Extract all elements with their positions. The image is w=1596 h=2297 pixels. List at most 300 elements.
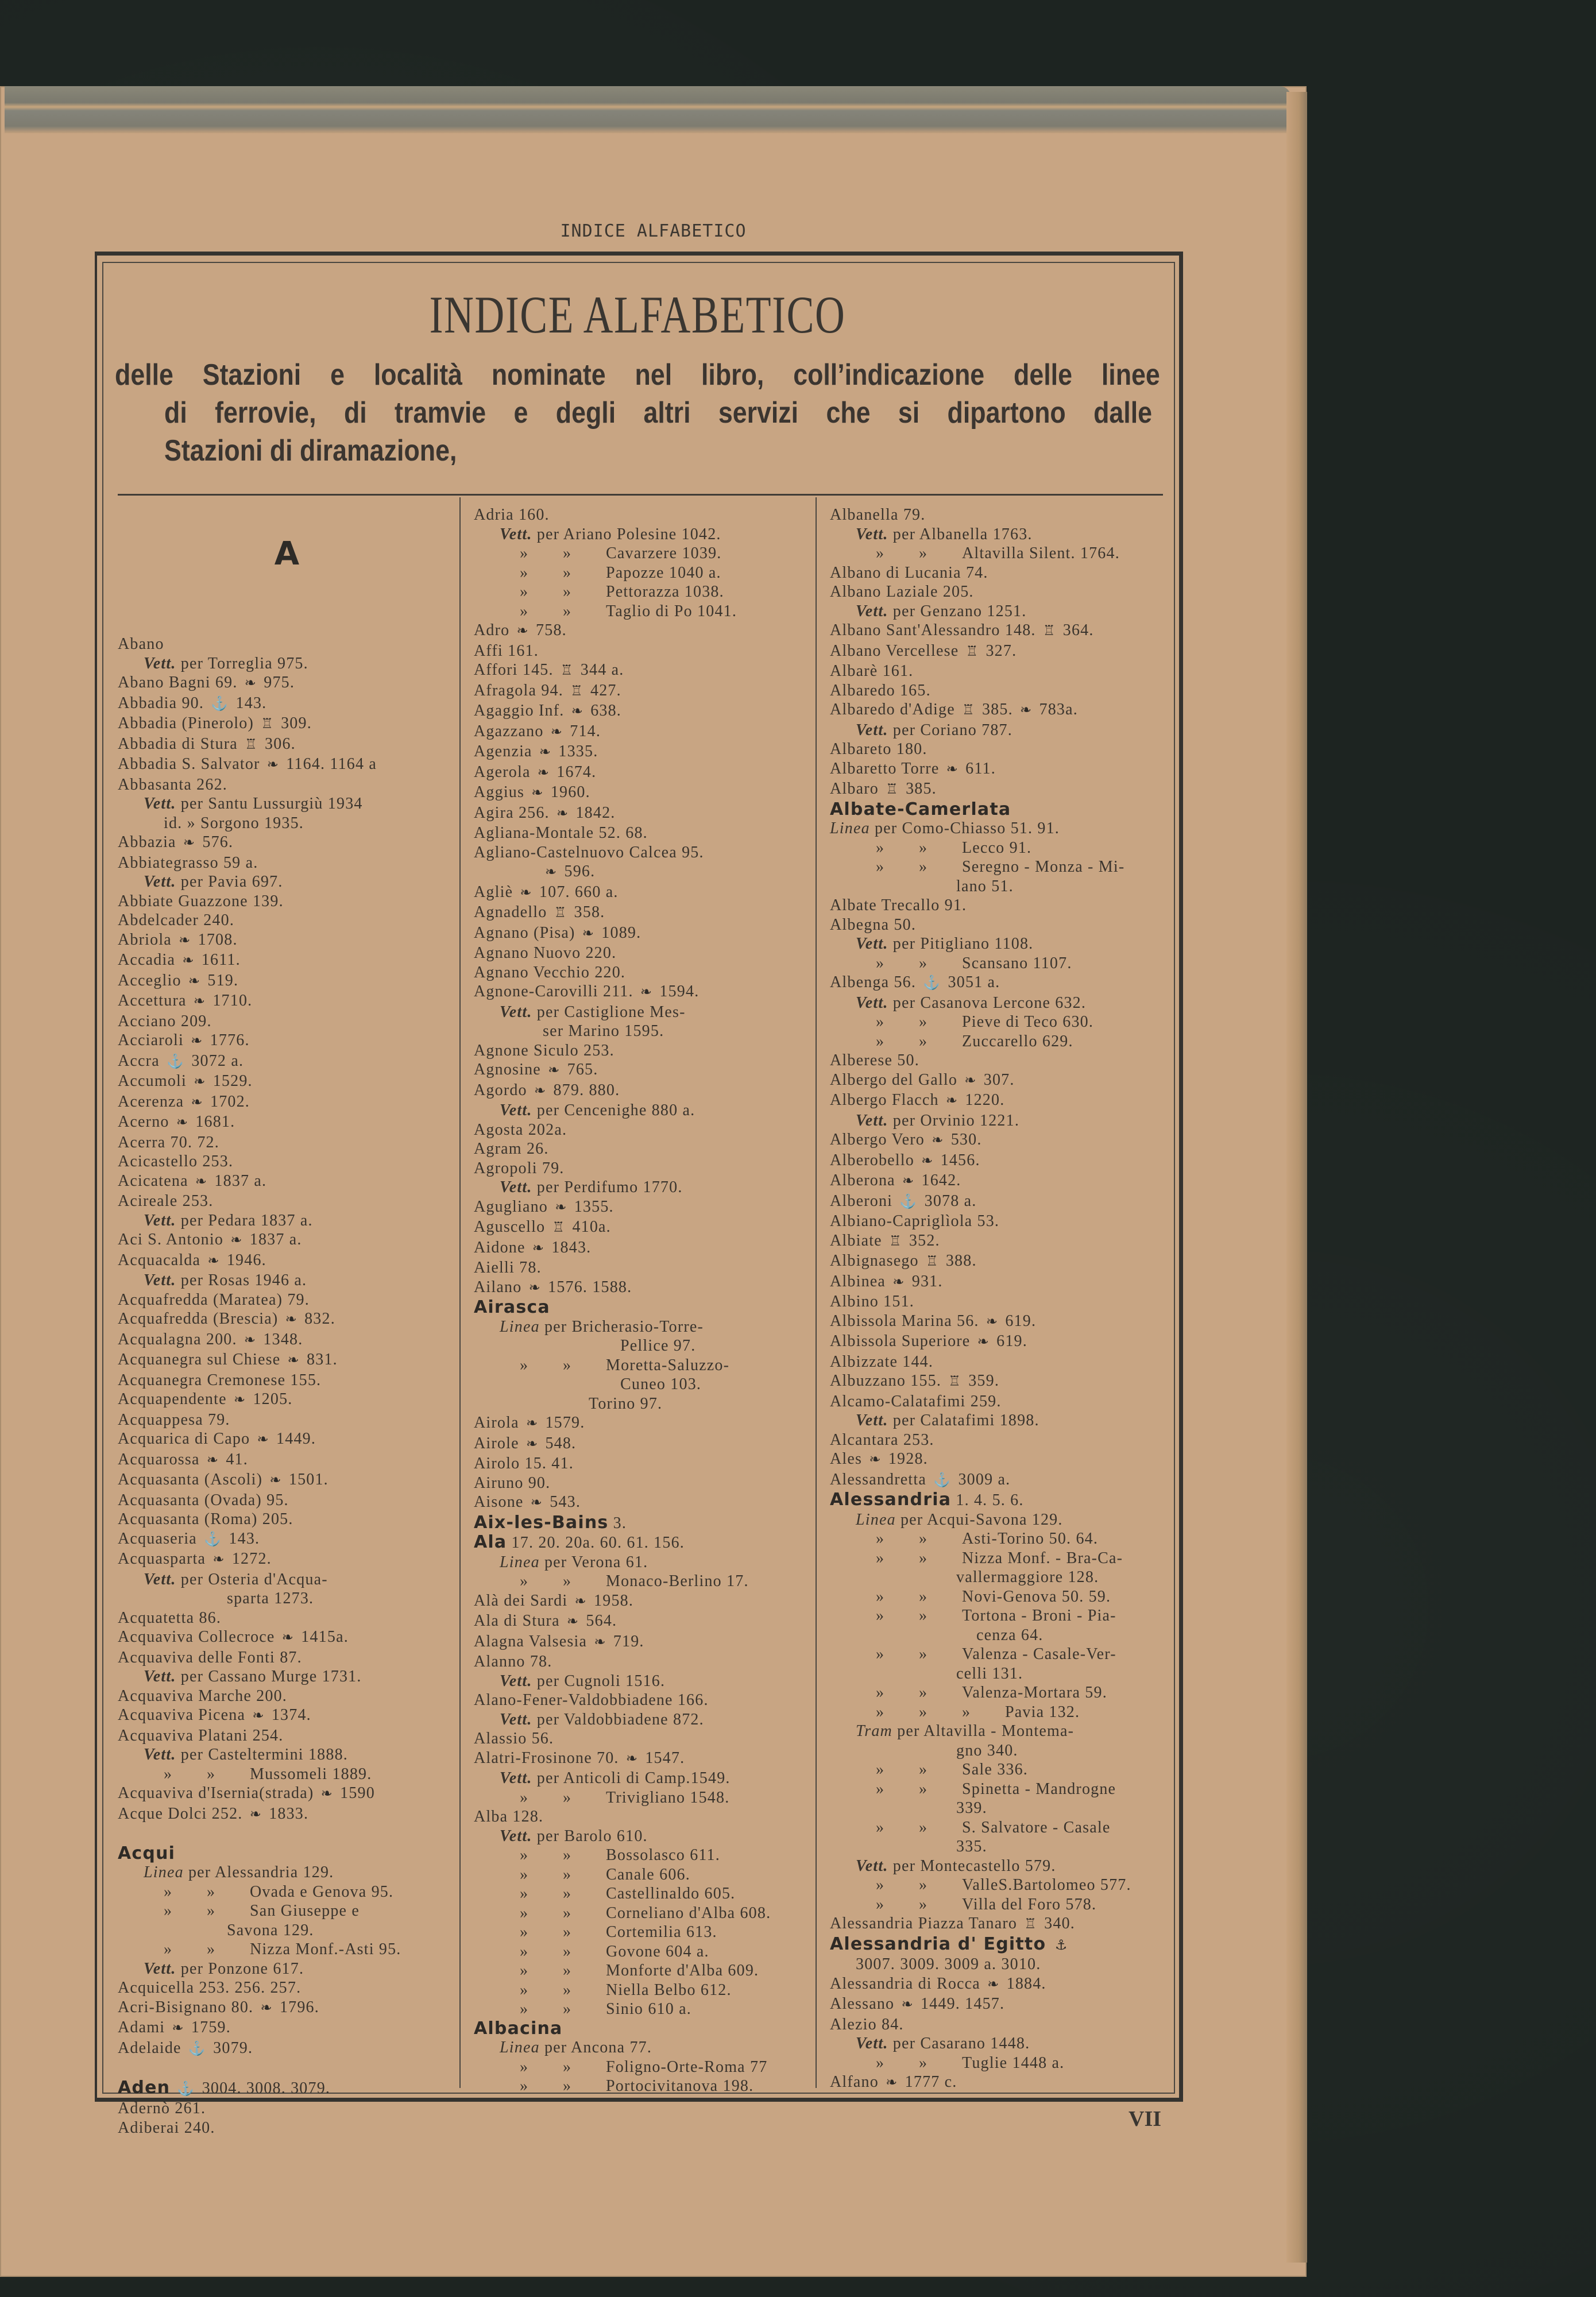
index-entry: Alassio 56. xyxy=(474,1730,554,1747)
index-entry: Acquapendente ❧ 1205. xyxy=(118,1390,457,1410)
steamer-icon: ⚓ xyxy=(167,1054,185,1069)
index-entry: Acicastello 253. xyxy=(118,1153,234,1170)
coach-horn-icon: ❧ xyxy=(191,1034,203,1049)
ditto-mark: » xyxy=(876,544,885,562)
index-entry: Accumoli ❧ 1529. xyxy=(118,1072,457,1092)
vett-label: Vett. xyxy=(856,1412,888,1429)
tram-bell-icon: ♖ xyxy=(552,1220,566,1235)
coach-horn-icon: ❧ xyxy=(531,786,544,801)
index-entry: Agerola ❧ 1674. xyxy=(474,763,813,783)
index-entry: Aden ⚓ 3004. 3008. 3079. xyxy=(118,2078,457,2099)
coach-horn-icon: ❧ xyxy=(244,676,257,691)
coach-horn-icon: ❧ xyxy=(1019,703,1033,718)
tram-bell-icon: ♖ xyxy=(886,782,899,797)
index-entry: Airola ❧ 1579. xyxy=(474,1413,813,1434)
ditto-mark: » xyxy=(919,1587,928,1606)
index-entry: Aidone ❧ 1843. xyxy=(474,1238,813,1259)
ditto-mark: » xyxy=(919,1703,928,1721)
index-entry: Aielli 78. xyxy=(474,1259,542,1277)
ditto-mark: » xyxy=(520,544,529,562)
index-entry: Abdelcader 240. xyxy=(118,911,235,929)
ditto-mark: » xyxy=(520,1572,529,1590)
index-entry: Agliè ❧ 107. 660 a. xyxy=(474,883,813,903)
vett-label: Vett. xyxy=(500,1710,532,1728)
index-entry: Adami ❧ 1759. xyxy=(118,2018,457,2039)
index-entry: Linea per Ancona 77. xyxy=(500,2039,652,2056)
coach-horn-icon: ❧ xyxy=(901,1997,914,2012)
index-entry: Acri-Bisignano 80. ❧ 1796. xyxy=(118,1998,457,2018)
index-entry: Aci S. Antonio ❧ 1837 a. xyxy=(118,1230,457,1251)
coach-horn-icon: ❧ xyxy=(946,761,959,777)
coach-horn-icon: ❧ xyxy=(566,1614,579,1629)
ditto-mark: » xyxy=(563,1942,572,1960)
index-entry: Abriola ❧ 1708. xyxy=(118,930,457,951)
station-heading: Albate-Camerlata xyxy=(830,799,1011,819)
coach-horn-icon: ❧ xyxy=(550,724,563,740)
index-entry: Albiate ♖ 352. xyxy=(830,1231,1174,1252)
coach-horn-icon: ❧ xyxy=(182,953,195,968)
coach-horn-icon: ❧ xyxy=(249,1807,262,1822)
index-entry xyxy=(118,1824,457,1844)
linea-label: Linea xyxy=(830,819,870,837)
coach-horn-icon: ❧ xyxy=(548,1063,561,1078)
coach-horn-icon: ❧ xyxy=(964,1073,977,1088)
index-entry: ❧ 596. xyxy=(474,862,813,883)
coach-horn-icon: ❧ xyxy=(281,1630,295,1645)
ditto-mark: » xyxy=(919,1780,928,1798)
index-entry: » » Niella Belbo 612. xyxy=(520,1981,732,1999)
vett-label: Vett. xyxy=(144,1211,176,1229)
station-heading: Aix-les-Bains xyxy=(474,1512,609,1533)
index-entry: Abbadia (Pinerolo) ♖ 309. xyxy=(118,714,457,734)
ditto-mark: » xyxy=(563,1865,572,1884)
index-entry: Alano-Fener-Valdobbiadene 166. xyxy=(474,1691,709,1709)
index-entry: » » Taglio di Po 1041. xyxy=(520,602,737,620)
ditto-mark: » xyxy=(164,1882,173,1901)
station-heading: Aden xyxy=(118,2077,171,2098)
index-entry: Alcamo-Calatafimi 259. xyxy=(830,1392,1002,1410)
index-entry: Abano Bagni 69. ❧ 975. xyxy=(118,673,457,694)
ditto-mark: » xyxy=(876,2054,885,2072)
index-entry: » » Pieve di Teco 630. xyxy=(876,1013,1094,1031)
index-entry: Ales ❧ 1928. xyxy=(830,1449,1174,1470)
index-entry: Acciaroli ❧ 1776. xyxy=(118,1031,457,1051)
linea-label: Linea xyxy=(500,1317,540,1336)
vett-label: Vett. xyxy=(144,795,176,813)
tram-bell-icon: ♖ xyxy=(560,663,574,678)
coach-horn-icon: ❧ xyxy=(986,1314,999,1329)
coach-horn-icon: ❧ xyxy=(188,973,201,989)
index-entry: Alfano ❧ 1777 c. xyxy=(830,2072,1174,2093)
ditto-mark: » xyxy=(919,1761,928,1778)
ditto-mark: » xyxy=(207,1765,216,1783)
ditto-mark: » xyxy=(563,1981,572,1999)
vett-label: Vett. xyxy=(144,873,176,891)
ditto-mark: » xyxy=(207,1882,216,1901)
coach-horn-icon: ❧ xyxy=(320,1786,333,1801)
index-entry: » » Tuglie 1448 a. xyxy=(876,2054,1065,2072)
index-entry: Acquafredda (Maratea) 79. xyxy=(118,1290,310,1309)
index-entry: Albuzzano 155. ♖ 359. xyxy=(830,1371,1174,1392)
page-title: INDICE ALFABETICO xyxy=(429,285,846,344)
index-entry: Airolo 15. 41. xyxy=(474,1455,574,1472)
index-entry: Acerenza ❧ 1702. xyxy=(118,1092,457,1113)
ditto-mark: » xyxy=(520,583,529,601)
index-entry: Adro ❧ 758. xyxy=(474,621,813,641)
vett-label: Vett. xyxy=(144,654,176,672)
ditto-mark: » xyxy=(919,1645,928,1663)
index-entry: » » Foligno-Orte-Roma 77 xyxy=(520,2058,768,2076)
coach-horn-icon: ❧ xyxy=(574,1594,587,1609)
station-heading: Airasca xyxy=(474,1297,550,1317)
index-entry: Acquanegra Cremonese 155. xyxy=(118,1371,322,1389)
index-entry: Torino 97. xyxy=(589,1394,663,1413)
index-entry: ser Marino 1595. xyxy=(543,1022,664,1040)
vett-label: Vett. xyxy=(144,1668,176,1685)
index-entry: Acquasanta (Ascoli) ❧ 1501. xyxy=(118,1470,457,1491)
index-entry: » » Nizza Monf. - Bra-Ca- xyxy=(876,1549,1123,1567)
index-entry: Linea per Bricherasio-Torre- xyxy=(500,1317,704,1336)
tram-bell-icon: ♖ xyxy=(948,1374,962,1389)
index-entry: Accadia ❧ 1611. xyxy=(118,950,457,971)
index-entry: Vett. per Genzano 1251. xyxy=(856,602,1027,620)
index-entry: Alessano ❧ 1449. 1457. xyxy=(830,1994,1174,2015)
index-entry: » » Zuccarello 629. xyxy=(876,1032,1073,1050)
index-entry: Albano di Lucania 74. xyxy=(830,563,988,582)
index-entry: Adria 160. xyxy=(474,506,550,524)
coach-horn-icon: ❧ xyxy=(571,704,583,719)
ditto-mark: » xyxy=(520,1923,529,1941)
index-entry: » » Trivigliano 1548. xyxy=(520,1788,730,1807)
page-subtitle xyxy=(115,356,1160,470)
ditto-mark: » xyxy=(876,1607,885,1625)
ditto-mark: » xyxy=(563,1572,572,1590)
ditto-mark: » xyxy=(876,954,885,972)
index-entry: Abbadia di Stura ♖ 306. xyxy=(118,734,457,755)
vett-label: Vett. xyxy=(856,525,888,543)
index-entry: Albate Trecallo 91. xyxy=(830,896,967,914)
ditto-mark: » xyxy=(876,838,885,857)
ditto-mark: » xyxy=(876,1530,885,1548)
index-entry: Aisone ❧ 543. xyxy=(474,1492,813,1513)
index-entry: Affi 161. xyxy=(474,641,539,660)
index-entry: Albanella 79. xyxy=(830,506,926,524)
ditto-mark: » xyxy=(520,1981,529,1999)
coach-horn-icon: ❧ xyxy=(625,1751,639,1766)
ditto-mark: » xyxy=(919,1032,928,1050)
index-entry: Acque Dolci 252. ❧ 1833. xyxy=(118,1804,457,1825)
index-entry: » » Sinio 610 a. xyxy=(520,2000,691,2018)
ditto-mark: » xyxy=(876,1761,885,1778)
steamer-icon: ⚓ xyxy=(177,2081,195,2097)
index-entry: Albino 151. xyxy=(830,1293,914,1310)
index-entry: » » Mussomeli 1889. xyxy=(164,1765,372,1783)
tram-bell-icon: ♖ xyxy=(962,703,975,718)
index-entry: Vett. per Pedara 1837 a. xyxy=(144,1211,313,1229)
index-entry: Vett. per Anticoli di Camp.1549. xyxy=(500,1769,731,1787)
tram-bell-icon: ♖ xyxy=(570,683,583,699)
index-entry: » » Tortona - Broni - Pia- xyxy=(876,1607,1116,1625)
ditto-mark: » xyxy=(520,602,529,620)
index-entry: Acquasparta ❧ 1272. xyxy=(118,1549,457,1570)
index-entry: Agosta 202a. xyxy=(474,1120,567,1139)
index-entry: Acquaseria ⚓ 143. xyxy=(118,1529,457,1550)
coach-horn-icon: ❧ xyxy=(179,933,191,948)
index-entry: id. » Sorgono 1935. xyxy=(164,814,304,832)
coach-horn-icon: ❧ xyxy=(525,1416,539,1431)
ditto-mark: » xyxy=(563,1356,572,1374)
coach-horn-icon: ❧ xyxy=(520,885,532,900)
index-entry: » » Bossolasco 611. xyxy=(520,1846,720,1864)
coach-horn-icon: ❧ xyxy=(945,1093,959,1108)
index-entry: » » Novi-Genova 50. 59. xyxy=(876,1587,1111,1606)
ditto-mark: » xyxy=(919,858,928,876)
vett-label: Vett. xyxy=(500,525,532,543)
index-entry: » » Valenza-Mortara 59. xyxy=(876,1684,1107,1702)
ditto-mark: » xyxy=(919,1607,928,1625)
ditto-mark: » xyxy=(563,602,572,620)
subtitle-line-3: Stazioni di diramazione, xyxy=(164,434,457,467)
index-entry: Albaredo 165. xyxy=(830,681,931,699)
coach-horn-icon: ❧ xyxy=(525,1436,539,1452)
coach-horn-icon: ❧ xyxy=(534,1083,547,1099)
page-fore-edge xyxy=(1286,92,1307,2263)
tram-bell-icon: ♖ xyxy=(925,1254,939,1269)
index-entry: » » Monaco-Berlino 17. xyxy=(520,1572,749,1590)
index-entry: Alberona ❧ 1642. xyxy=(830,1171,1174,1192)
index-entry: Acquasanta (Ovada) 95. xyxy=(118,1491,289,1509)
index-entry: lano 51. xyxy=(956,877,1014,895)
page-number: VII xyxy=(1129,2107,1162,2131)
index-entry: Alezio 84. xyxy=(830,2015,904,2033)
ditto-mark: » xyxy=(563,1923,572,1941)
coach-horn-icon: ❧ xyxy=(212,1552,225,1567)
ditto-mark: » xyxy=(919,1818,928,1836)
steamer-icon: ⚓ xyxy=(204,1532,222,1547)
vett-label: Vett. xyxy=(500,1672,532,1690)
index-entry: Vett. per Ariano Polesine 1042. xyxy=(500,525,721,543)
index-entry: Ala di Stura ❧ 564. xyxy=(474,1611,813,1632)
index-entry: Agliano-Castelnuovo Calcea 95. xyxy=(474,843,704,861)
index-entry: Abbazia ❧ 576. xyxy=(118,833,457,853)
index-entry: Airuno 90. xyxy=(474,1474,551,1492)
index-entry: Albergo Flacch ❧ 1220. xyxy=(830,1091,1174,1111)
index-entry: Agnano (Pisa) ❧ 1089. xyxy=(474,923,813,944)
coach-horn-icon: ❧ xyxy=(539,745,552,760)
tram-bell-icon: ♖ xyxy=(245,737,258,752)
ditto-mark: » xyxy=(919,1530,928,1548)
index-entry: » » ValleS.Bartolomeo 577. xyxy=(876,1876,1131,1894)
index-entry: Vett. per Rosas 1946 a. xyxy=(144,1271,307,1289)
coach-horn-icon: ❧ xyxy=(207,1253,220,1269)
index-entry: Agaggio Inf. ❧ 638. xyxy=(474,701,813,722)
index-entry: Airole ❧ 548. xyxy=(474,1434,813,1455)
index-entry: Savona 129. xyxy=(227,1921,314,1939)
coach-horn-icon: ❧ xyxy=(545,865,558,880)
index-entry: » » Moretta-Saluzzo- xyxy=(520,1356,730,1374)
index-entry: Accra ⚓ 3072 a. xyxy=(118,1051,457,1072)
index-entry: Agazzano ❧ 714. xyxy=(474,722,813,743)
ditto-mark: » xyxy=(520,1962,529,1979)
index-entry: Agenzia ❧ 1335. xyxy=(474,742,813,763)
index-entry: Agram 26. xyxy=(474,1140,549,1158)
coach-horn-icon: ❧ xyxy=(206,1452,219,1468)
coach-horn-icon: ❧ xyxy=(555,1200,567,1215)
ditto-mark: » xyxy=(919,2054,928,2072)
index-entry: Albenga 56. ⚓ 3051 a. xyxy=(830,973,1174,993)
index-entry: Agnone Siculo 253. xyxy=(474,1041,615,1059)
index-column-3 xyxy=(830,505,1174,2093)
coach-horn-icon: ❧ xyxy=(932,1133,944,1148)
ditto-mark: » xyxy=(876,1013,885,1031)
index-entry: Acquacalda ❧ 1946. xyxy=(118,1251,457,1271)
index-entry: Linea per Verona 61. xyxy=(500,1553,648,1571)
index-entry: Alessandria di Rocca ❧ 1884. xyxy=(830,1974,1174,1995)
ditto-mark: » xyxy=(520,563,529,582)
index-entry: Acerra 70. 72. xyxy=(118,1133,219,1151)
index-entry: gno 340. xyxy=(956,1741,1018,1760)
vett-label: Vett. xyxy=(856,602,888,620)
index-entry: Albissola Superiore ❧ 619. xyxy=(830,1332,1174,1352)
ditto-mark: » xyxy=(919,1549,928,1567)
index-entry: Linea per Alessandria 129. xyxy=(144,1863,334,1881)
ditto-mark: » xyxy=(207,1940,216,1958)
ditto-mark: » xyxy=(919,544,928,562)
ditto-mark: » xyxy=(876,1684,885,1702)
index-entry: Albizzate 144. xyxy=(830,1352,934,1371)
vett-label: Vett. xyxy=(856,2035,888,2052)
index-entry: Vett. per Albanella 1763. xyxy=(856,525,1033,543)
column-divider xyxy=(816,497,817,2088)
index-entry: Aggius ❧ 1960. xyxy=(474,783,813,803)
index-entry: » » Villa del Foro 578. xyxy=(876,1895,1097,1913)
coach-horn-icon: ❧ xyxy=(183,836,196,850)
index-entry: Abbadia S. Salvator ❧ 1164. 1164 a xyxy=(118,755,457,775)
index-entry: Vett. per Cassano Murge 1731. xyxy=(144,1668,362,1685)
ditto-mark: » xyxy=(876,1780,885,1798)
coach-horn-icon: ❧ xyxy=(266,757,280,772)
tram-bell-icon: ♖ xyxy=(889,1233,902,1249)
vett-label: Vett. xyxy=(500,1003,532,1021)
index-entry: 335. xyxy=(956,1838,987,1855)
index-entry: Vett. per Pitigliano 1108. xyxy=(856,935,1034,953)
index-entry: Acquaviva d'Isernia(strada) ❧ 1590 xyxy=(118,1784,457,1804)
index-entry: » » Castellinaldo 605. xyxy=(520,1885,736,1902)
coach-horn-icon: ❧ xyxy=(537,765,550,780)
index-entry: Agliana-Montale 52. 68. xyxy=(474,824,648,842)
vett-label: Vett. xyxy=(856,935,888,953)
vett-label: Vett. xyxy=(144,1959,176,1978)
ditto-mark: » xyxy=(520,1788,529,1807)
linea-label: Linea xyxy=(856,1510,896,1529)
coach-horn-icon: ❧ xyxy=(230,1233,243,1248)
index-entry: Agira 256. ❧ 1842. xyxy=(474,803,813,824)
index-entry: » » Valenza - Casale-Ver- xyxy=(876,1645,1116,1663)
coach-horn-icon: ❧ xyxy=(582,926,595,941)
steamer-icon: ⚓ xyxy=(923,976,941,991)
index-entry: Albarè 161. xyxy=(830,662,914,680)
index-entry: Affori 145. ♖ 344 a. xyxy=(474,660,813,681)
vett-label: Vett. xyxy=(856,993,888,1012)
section-letter: A xyxy=(274,535,300,573)
ditto-mark: » xyxy=(520,1942,529,1960)
index-entry: Albergo del Gallo ❧ 307. xyxy=(830,1070,1174,1091)
index-entry: Vett. per Castiglione Mes- xyxy=(500,1003,686,1021)
index-entry: » » Papozze 1040 a. xyxy=(520,563,721,582)
index-entry: vallermaggiore 128. xyxy=(956,1568,1099,1586)
index-entry: Vett. per Pavia 697. xyxy=(144,873,283,891)
index-column-1 xyxy=(118,505,457,2137)
index-entry: Agropoli 79. xyxy=(474,1159,565,1177)
index-entry: Acquaviva Collecroce ❧ 1415a. xyxy=(118,1627,457,1648)
index-entry: Acciano 209. xyxy=(118,1012,212,1030)
ditto-mark: » xyxy=(520,2000,529,2018)
index-entry: 339. xyxy=(956,1799,987,1817)
index-entry: » » Cortemilia 613. xyxy=(520,1923,717,1941)
coach-horn-icon: ❧ xyxy=(257,1432,269,1447)
ditto-mark: » xyxy=(919,1876,928,1894)
index-entry: » » Altavilla Silent. 1764. xyxy=(876,544,1120,562)
index-entry: Afragola 94. ♖ 427. xyxy=(474,681,813,702)
coach-horn-icon: ❧ xyxy=(287,1353,300,1368)
index-entry: Acireale 253. xyxy=(118,1192,214,1210)
coach-horn-icon: ❧ xyxy=(176,1115,189,1130)
index-entry: Acquaviva Picena ❧ 1374. xyxy=(118,1706,457,1726)
coach-horn-icon: ❧ xyxy=(252,1708,265,1723)
index-entry: Albano Sant'Alessandro 148. ♖ 364. xyxy=(830,621,1174,641)
index-entry: Adernò 261. xyxy=(118,2099,206,2117)
tram-bell-icon: ♖ xyxy=(965,644,979,659)
index-entry: Vett. per Santu Lussurgiù 1934 xyxy=(144,795,363,813)
index-entry: cenza 64. xyxy=(976,1626,1044,1644)
index-entry: » » Lecco 91. xyxy=(876,838,1032,857)
index-entry: Alà dei Sardi ❧ 1958. xyxy=(474,1591,813,1612)
index-entry: Vett. per Valdobbiadene 872. xyxy=(500,1710,704,1728)
coach-horn-icon: ❧ xyxy=(260,2000,273,2016)
coach-horn-icon: ❧ xyxy=(244,1332,257,1348)
index-entry: Albegna 50. xyxy=(830,915,917,934)
vett-label: Vett. xyxy=(144,1570,176,1588)
index-entry: Vett. per Cugnoli 1516. xyxy=(500,1672,666,1690)
vett-label: Vett. xyxy=(144,1271,176,1289)
index-entry: Linea per Como-Chiasso 51. 91. xyxy=(830,819,1060,837)
index-entry: Vett. per Coriano 787. xyxy=(856,721,1013,739)
index-entry: Agnadello ♖ 358. xyxy=(474,903,813,923)
vett-label: Vett. xyxy=(500,1101,532,1119)
index-entry: Abbiategrasso 59 a. xyxy=(118,853,258,872)
index-entry: Acqualagna 200. ❧ 1348. xyxy=(118,1330,457,1351)
ditto-mark: » xyxy=(207,1902,216,1920)
coach-horn-icon: ❧ xyxy=(172,2021,184,2036)
steamer-icon: ⚓ xyxy=(188,2041,206,2056)
coach-horn-icon: ❧ xyxy=(233,1393,246,1407)
station-heading: Alessandria d' Egitto ⚓ xyxy=(830,1933,1068,1954)
station-heading: Ala xyxy=(474,1532,507,1552)
index-entry: » » S. Salvatore - Casale xyxy=(876,1818,1111,1836)
index-entry: » » Nizza Monf.-Asti 95. xyxy=(164,1940,401,1958)
ditto-mark: » xyxy=(563,1846,572,1864)
linea-label: Linea xyxy=(144,1863,184,1881)
index-entry: Vett. per Casteltermini 1888. xyxy=(144,1746,348,1764)
ditto-mark: » xyxy=(876,1818,885,1836)
index-entry: Alessandria 1. 4. 5. 6. xyxy=(830,1490,1024,1510)
index-entry: Vett. per Orvinio 1221. xyxy=(856,1111,1020,1130)
index-column-2 xyxy=(474,505,813,2096)
ditto-mark: » xyxy=(563,2000,572,2018)
coach-horn-icon: ❧ xyxy=(285,1312,297,1327)
station-heading: Alessandria xyxy=(830,1490,952,1510)
index-entry: Alba 128. xyxy=(474,1808,544,1826)
